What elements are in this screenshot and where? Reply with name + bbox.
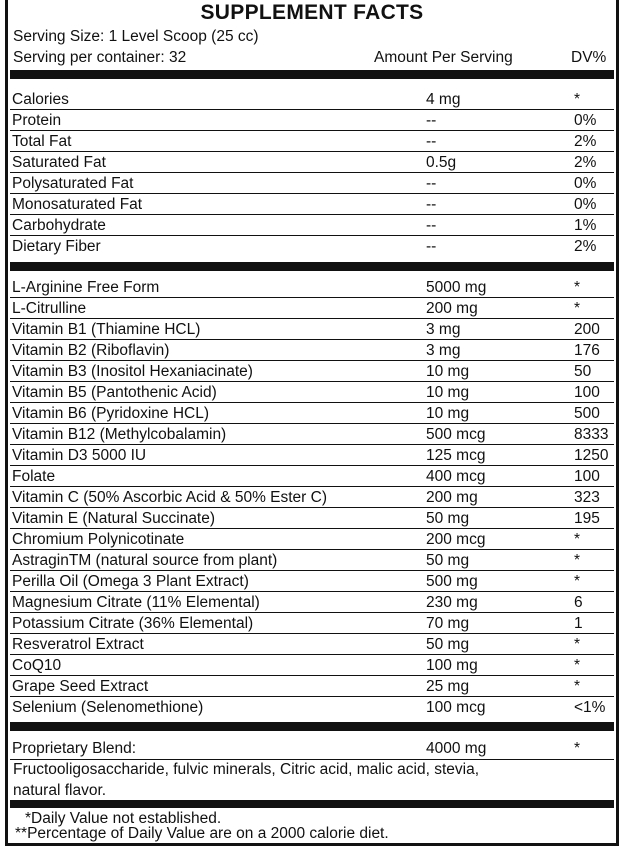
ingredient-daily-value: 500 bbox=[574, 405, 600, 422]
ingredient-name: Potassium Citrate (36% Elemental) bbox=[12, 615, 254, 632]
ingredient-daily-value: * bbox=[574, 678, 581, 695]
ingredient-amount: 400 mcg bbox=[426, 468, 486, 485]
header-divider-bar bbox=[10, 70, 614, 79]
nutrient-name: Total Fat bbox=[12, 133, 72, 150]
nutrient-amount: 4 mg bbox=[426, 91, 461, 108]
ingredient-row bbox=[8, 613, 616, 634]
ingredient-amount: 50 mg bbox=[426, 636, 470, 653]
nutrient-name: Calories bbox=[12, 91, 69, 108]
ingredient-name: Vitamin B12 (Methylcobalamin) bbox=[12, 426, 227, 443]
ingredient-amount: 50 mg bbox=[426, 510, 470, 527]
ingredient-daily-value: 195 bbox=[574, 510, 600, 527]
ingredient-row bbox=[8, 361, 616, 382]
ingredient-daily-value: * bbox=[574, 636, 581, 653]
ingredient-daily-value: 100 bbox=[574, 384, 600, 401]
ingredient-daily-value: 100 bbox=[574, 468, 600, 485]
nutrient-daily-value: 2% bbox=[574, 238, 597, 255]
ingredient-amount: 3 mg bbox=[426, 321, 461, 338]
ingredient-row bbox=[8, 529, 616, 550]
nutrient-amount: -- bbox=[426, 217, 437, 234]
ingredient-amount: 200 mcg bbox=[426, 531, 486, 548]
nutrient-amount: -- bbox=[426, 175, 437, 192]
ingredient-row bbox=[8, 445, 616, 466]
ingredient-name: L-Arginine Free Form bbox=[12, 279, 160, 296]
nutrient-daily-value: 0% bbox=[574, 112, 597, 129]
ingredient-name: AstraginTM (natural source from plant) bbox=[12, 552, 278, 569]
ingredient-name: Vitamin B5 (Pantothenic Acid) bbox=[12, 384, 217, 401]
ingredient-name: Selenium (Selenomethione) bbox=[12, 699, 204, 716]
nutrition-row bbox=[8, 194, 616, 215]
ingredient-daily-value: 6 bbox=[574, 594, 583, 611]
ingredient-daily-value: * bbox=[574, 300, 581, 317]
nutrition-row bbox=[8, 110, 616, 131]
serving-size: Serving Size: 1 Level Scoop (25 cc) bbox=[13, 28, 259, 45]
proprietary-blend-row bbox=[8, 738, 616, 759]
ingredient-amount: 50 mg bbox=[426, 552, 470, 569]
ingredient-daily-value: * bbox=[574, 279, 581, 296]
servings-per-container: Serving per container: 32 bbox=[13, 49, 187, 66]
nutrient-amount: 0.5g bbox=[426, 154, 457, 171]
ingredient-name: Magnesium Citrate (11% Elemental) bbox=[12, 594, 260, 611]
ingredient-row bbox=[8, 697, 616, 718]
ingredient-amount: 5000 mg bbox=[426, 279, 487, 296]
ingredient-row bbox=[8, 277, 616, 298]
blend-ingredients-line-1: Fructooligosaccharide, fulvic minerals, Citric acid, malic acid, stevia, bbox=[13, 761, 480, 778]
ingredient-row bbox=[8, 571, 616, 592]
ingredient-row bbox=[8, 487, 616, 508]
ingredient-name: Vitamin D3 5000 IU bbox=[12, 447, 147, 464]
nutrient-amount: -- bbox=[426, 112, 437, 129]
ingredient-row bbox=[8, 676, 616, 697]
ingredient-row bbox=[8, 298, 616, 319]
ingredient-amount: 10 mg bbox=[426, 384, 470, 401]
ingredient-amount: 230 mg bbox=[426, 594, 478, 611]
ingredient-name: Vitamin B1 (Thiamine HCL) bbox=[12, 321, 201, 338]
ingredient-row bbox=[8, 508, 616, 529]
nutrient-daily-value: 2% bbox=[574, 154, 597, 171]
supplement-facts-label bbox=[5, 0, 619, 846]
footnote-daily-value: *Daily Value not established. bbox=[25, 810, 222, 827]
ingredient-row bbox=[8, 466, 616, 487]
ingredient-name: Vitamin B6 (Pyridoxine HCL) bbox=[12, 405, 209, 422]
ingredient-row bbox=[8, 550, 616, 571]
ingredient-row bbox=[8, 403, 616, 424]
ingredient-name: Perilla Oil (Omega 3 Plant Extract) bbox=[12, 573, 249, 590]
ingredient-daily-value: 8333 bbox=[574, 426, 609, 443]
nutrition-row bbox=[8, 215, 616, 236]
ingredient-name: Resveratrol Extract bbox=[12, 636, 144, 653]
ingredient-daily-value: 1250 bbox=[574, 447, 609, 464]
ingredient-amount: 70 mg bbox=[426, 615, 470, 632]
ingredient-amount: 10 mg bbox=[426, 405, 470, 422]
ingredient-row bbox=[8, 424, 616, 445]
ingredient-name: CoQ10 bbox=[12, 657, 62, 674]
ingredient-amount: 500 mcg bbox=[426, 426, 486, 443]
ingredient-daily-value: 1 bbox=[574, 615, 583, 632]
footnote-calorie-diet: **Percentage of Daily Value are on a 2000 calorie diet. bbox=[15, 825, 389, 842]
ingredient-daily-value: * bbox=[574, 657, 581, 674]
ingredient-row bbox=[8, 319, 616, 340]
label-title: SUPPLEMENT FACTS bbox=[200, 1, 424, 24]
ingredient-name: Folate bbox=[12, 468, 56, 485]
blend-dv: * bbox=[574, 740, 581, 757]
ingredient-name: L-Citrulline bbox=[12, 300, 87, 317]
ingredient-amount: 200 mg bbox=[426, 489, 478, 506]
blend-divider-bar bbox=[10, 722, 614, 731]
nutrient-amount: -- bbox=[426, 196, 437, 213]
ingredient-daily-value: * bbox=[574, 573, 581, 590]
blend-amount: 4000 mg bbox=[426, 740, 487, 757]
ingredient-name: Vitamin C (50% Ascorbic Acid & 50% Ester C) bbox=[12, 489, 328, 506]
ingredient-name: Vitamin E (Natural Succinate) bbox=[12, 510, 216, 527]
ingredient-name: Vitamin B2 (Riboflavin) bbox=[12, 342, 170, 359]
ingredient-row bbox=[8, 592, 616, 613]
ingredient-amount: 125 mcg bbox=[426, 447, 486, 464]
ingredient-name: Chromium Polynicotinate bbox=[12, 531, 185, 548]
ingredient-daily-value: 176 bbox=[574, 342, 600, 359]
blend-ingredients-line-2: natural flavor. bbox=[13, 782, 107, 799]
ingredient-amount: 25 mg bbox=[426, 678, 470, 695]
nutrient-daily-value: 1% bbox=[574, 217, 597, 234]
ingredient-name: Vitamin B3 (Inositol Hexaniacinate) bbox=[12, 363, 253, 380]
nutrient-daily-value: 0% bbox=[574, 196, 597, 213]
ingredient-daily-value: * bbox=[574, 552, 581, 569]
nutrient-name: Polysaturated Fat bbox=[12, 175, 134, 192]
nutrient-amount: -- bbox=[426, 133, 437, 150]
nutrient-name: Monosaturated Fat bbox=[12, 196, 143, 213]
ingredient-amount: 500 mg bbox=[426, 573, 478, 590]
nutrient-amount: -- bbox=[426, 238, 437, 255]
ingredient-row bbox=[8, 634, 616, 655]
ingredient-name: Grape Seed Extract bbox=[12, 678, 149, 695]
blend-name: Proprietary Blend: bbox=[12, 740, 137, 757]
ingredient-daily-value: * bbox=[574, 531, 581, 548]
ingredient-row bbox=[8, 382, 616, 403]
nutrient-name: Protein bbox=[12, 112, 62, 129]
ingredient-amount: 100 mg bbox=[426, 657, 478, 674]
nutrient-daily-value: * bbox=[574, 91, 581, 108]
nutrient-daily-value: 0% bbox=[574, 175, 597, 192]
ingredient-row bbox=[8, 340, 616, 361]
nutrition-row bbox=[8, 131, 616, 152]
daily-value-header: DV% bbox=[571, 49, 607, 66]
ingredient-amount: 100 mcg bbox=[426, 699, 486, 716]
section-divider-bar bbox=[10, 262, 614, 271]
ingredient-amount: 10 mg bbox=[426, 363, 470, 380]
nutrient-name: Dietary Fiber bbox=[12, 238, 101, 255]
nutrient-name: Saturated Fat bbox=[12, 154, 106, 171]
amount-per-serving-header: Amount Per Serving bbox=[374, 49, 513, 66]
ingredient-daily-value: 323 bbox=[574, 489, 600, 506]
nutrient-daily-value: 2% bbox=[574, 133, 597, 150]
ingredient-daily-value: 200 bbox=[574, 321, 600, 338]
nutrition-row bbox=[8, 89, 616, 110]
ingredient-daily-value: 50 bbox=[574, 363, 592, 380]
ingredient-daily-value: <1% bbox=[574, 699, 606, 716]
nutrition-row bbox=[8, 236, 616, 257]
ingredient-amount: 200 mg bbox=[426, 300, 478, 317]
ingredient-row bbox=[8, 655, 616, 676]
nutrition-row bbox=[8, 173, 616, 194]
nutrient-name: Carbohydrate bbox=[12, 217, 106, 234]
ingredient-amount: 3 mg bbox=[426, 342, 461, 359]
footer-divider-bar bbox=[10, 800, 614, 808]
nutrition-row bbox=[8, 152, 616, 173]
